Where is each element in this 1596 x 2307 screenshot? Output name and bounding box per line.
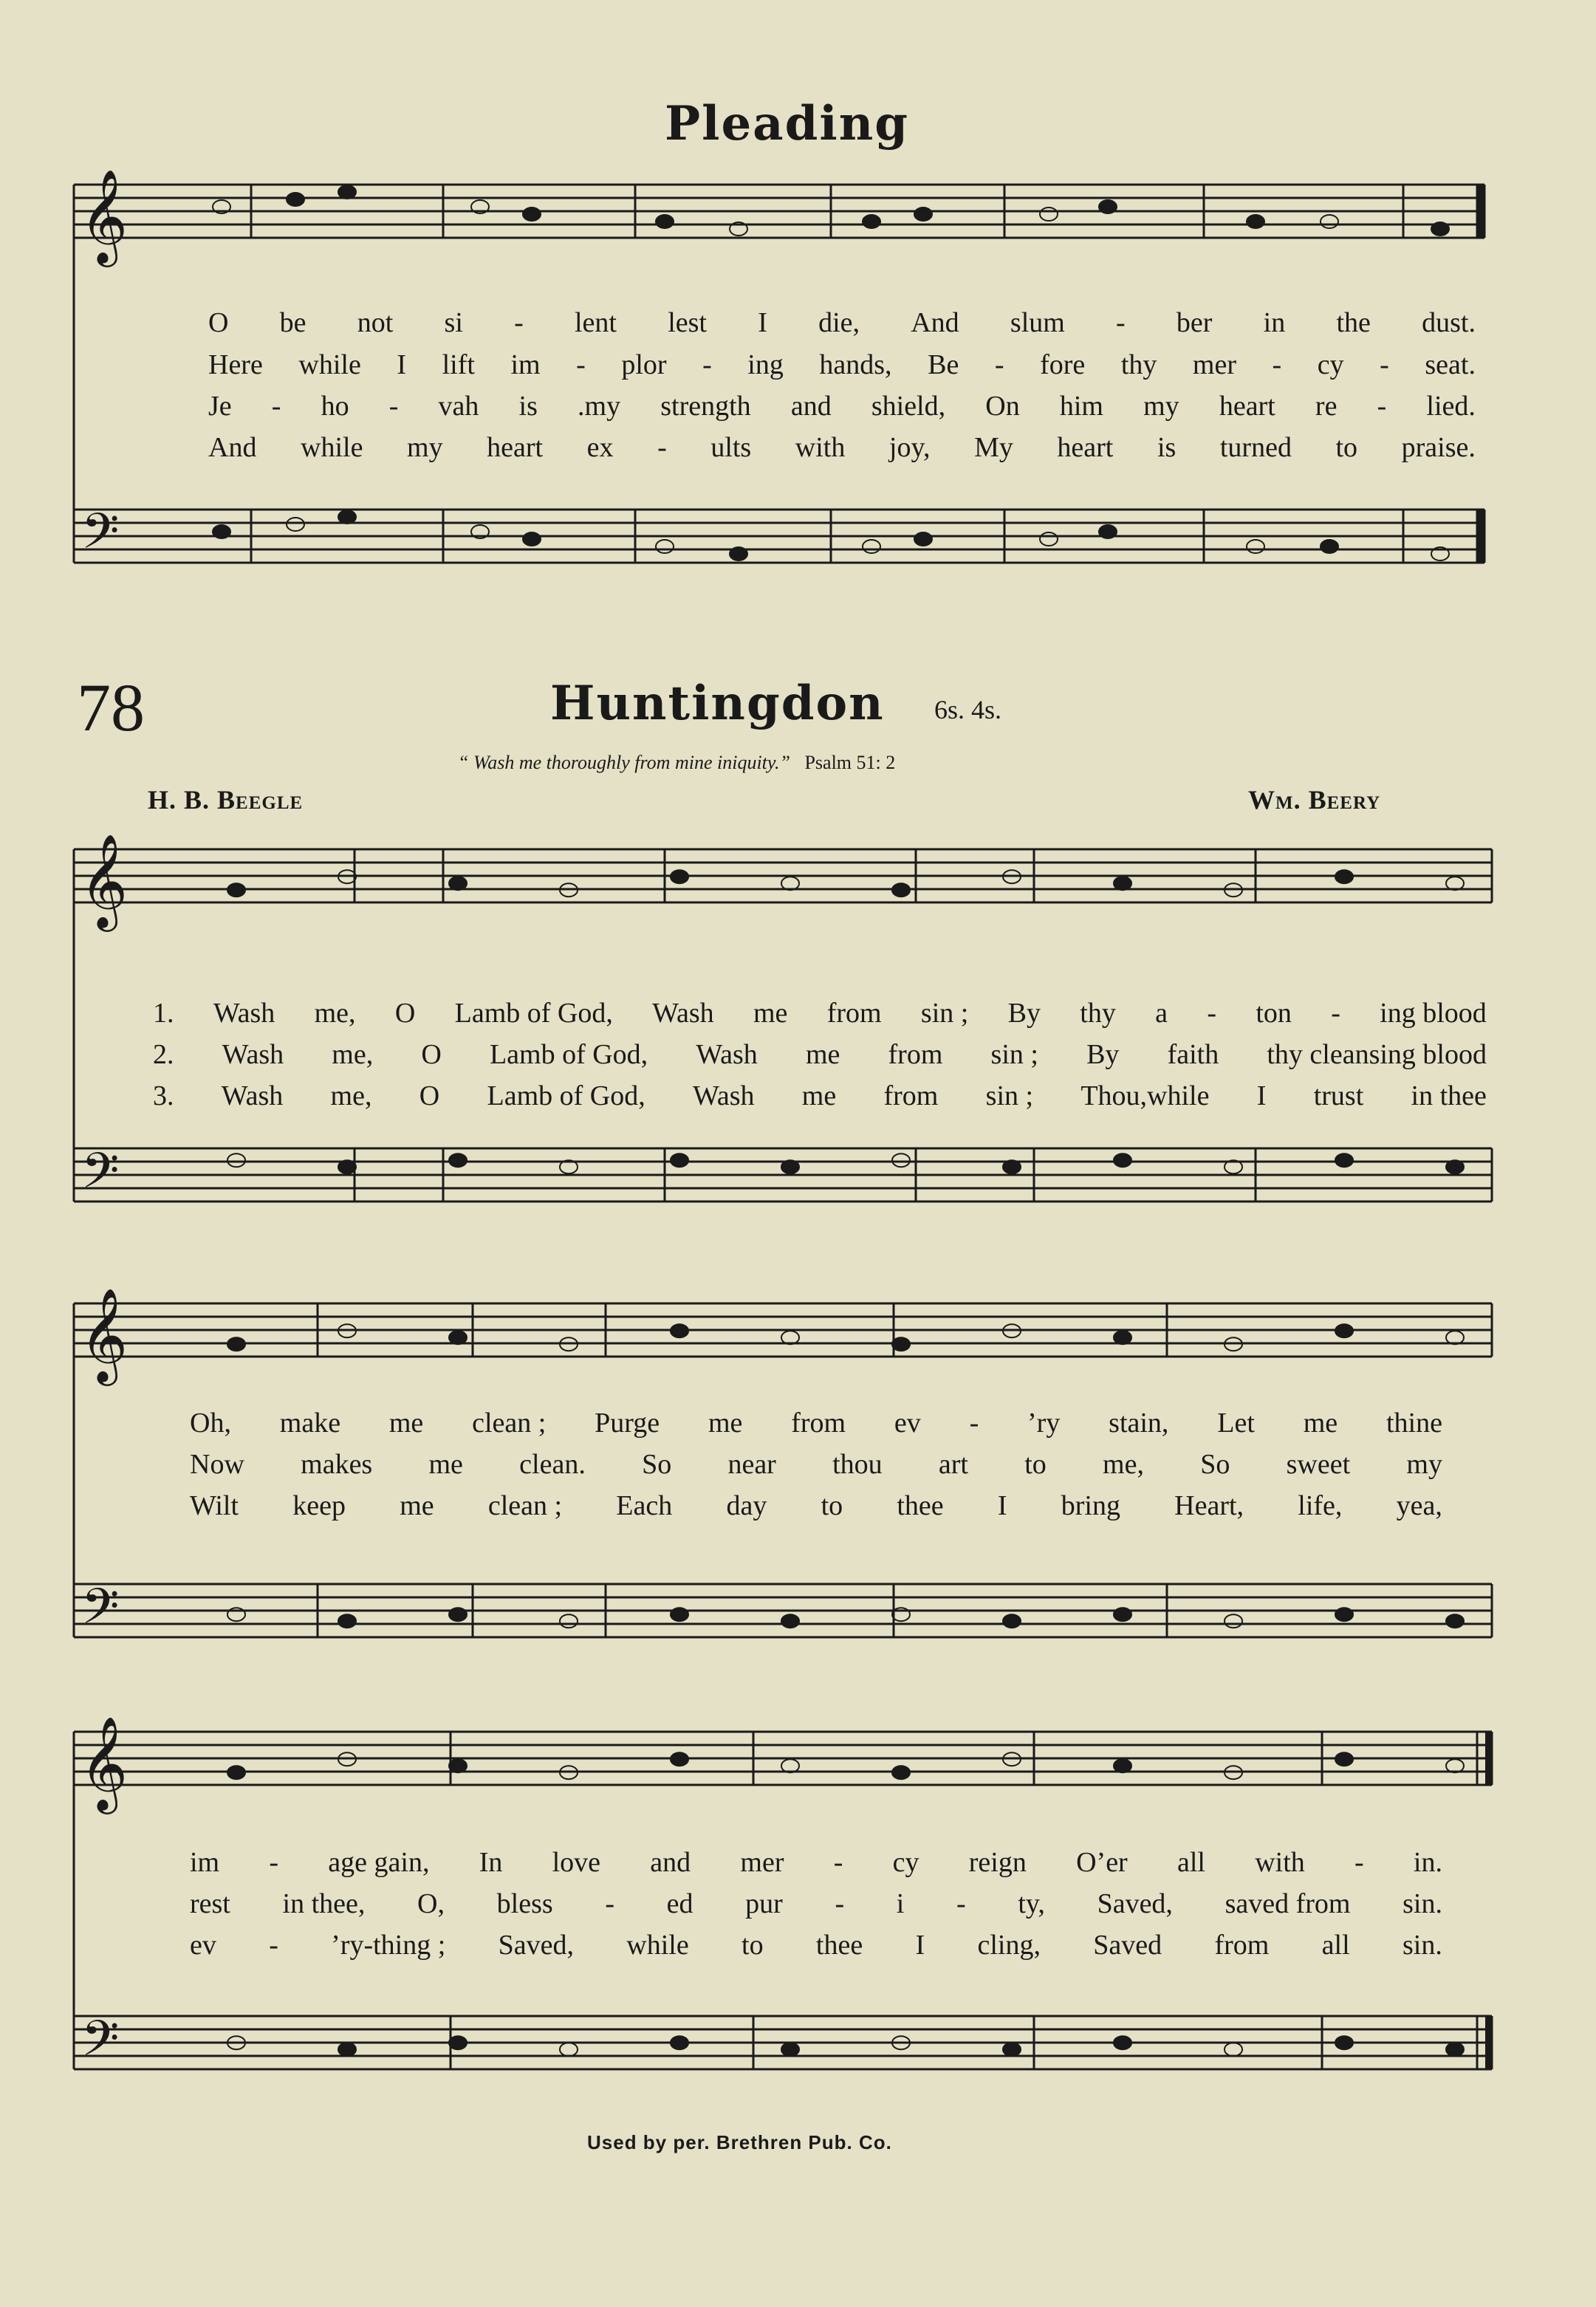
syllable: to: [821, 1490, 843, 1521]
note-head: [863, 540, 880, 553]
syllable: clean.: [519, 1449, 586, 1480]
copyright-footer: Used by per. Brethren Pub. Co.: [587, 2131, 892, 2153]
syllable: love: [552, 1847, 601, 1878]
syllable: thou: [832, 1449, 883, 1480]
syllable: ho: [321, 391, 349, 422]
note-head: [781, 2043, 799, 2056]
syllable: age gain,: [328, 1847, 430, 1878]
composer-credit: [1248, 784, 1380, 815]
note-head: [1335, 1608, 1353, 1621]
syllable: 3.: [153, 1080, 174, 1111]
syllable: Lamb of God,: [489, 1039, 648, 1070]
syllable: Oh,: [190, 1408, 231, 1439]
verse-line: [151, 1080, 1488, 1117]
syllable: -: [835, 1888, 845, 1919]
syllable: me,: [1103, 1449, 1144, 1480]
syllable: Wash: [696, 1039, 758, 1070]
syllable: all: [1321, 1930, 1350, 1961]
syllable: to: [1335, 432, 1358, 463]
note-head: [1099, 200, 1117, 213]
syllable: ty,: [1018, 1888, 1045, 1919]
syllable: Saved: [1093, 1930, 1162, 1961]
syllable: -: [271, 391, 281, 422]
note-head: [338, 2043, 356, 2056]
syllable: with: [795, 432, 846, 463]
note-head: [1247, 215, 1264, 228]
verse-line: [188, 1888, 1444, 1924]
syllable: me,: [314, 998, 356, 1029]
syllable: -: [1207, 998, 1217, 1029]
syllable: is: [518, 391, 538, 422]
syllable: Be: [928, 349, 959, 380]
syllable: me: [801, 1080, 837, 1111]
verse-line: [188, 1929, 1444, 1966]
note-head: [227, 1337, 245, 1351]
syllable: ’ry-thing ;: [331, 1930, 446, 1961]
note-head: [671, 1324, 688, 1337]
syllable: I: [758, 307, 767, 338]
note-head: [1335, 1752, 1353, 1766]
syllable: seat.: [1425, 349, 1476, 380]
syllable: re: [1315, 391, 1338, 422]
note-head: [1431, 222, 1449, 236]
syllable: Each: [616, 1490, 673, 1521]
note-head: [1321, 540, 1338, 553]
syllable: sin ;: [920, 998, 969, 1029]
syllable: me: [428, 1449, 463, 1480]
syllable: me,: [330, 1080, 372, 1111]
note-head: [523, 532, 541, 546]
syllable: lift: [442, 349, 475, 380]
syllable: ing blood: [1380, 998, 1487, 1029]
syllable: while: [298, 349, 361, 380]
syllable: O,: [417, 1888, 445, 1919]
syllable: ber: [1176, 307, 1213, 338]
verse-line: [188, 1448, 1444, 1485]
syllable: lied.: [1426, 391, 1476, 422]
note-head: [1003, 2043, 1021, 2056]
note-head: [1446, 1614, 1464, 1628]
syllable: -: [1377, 391, 1387, 422]
syllable: 2.: [153, 1039, 174, 1070]
clef-icon: 𝄞: [80, 168, 129, 263]
syllable: -: [1272, 349, 1282, 380]
syllable: praise.: [1401, 432, 1476, 463]
note-head: [1114, 1759, 1131, 1772]
syllable: -: [514, 307, 524, 338]
note-head: [1335, 2036, 1353, 2049]
note-head: [1225, 1614, 1242, 1628]
syllable: ults: [710, 432, 752, 463]
note-head: [671, 870, 688, 883]
syllable: joy,: [888, 432, 931, 463]
syllable: -: [576, 349, 586, 380]
syllable: si: [444, 307, 463, 338]
note-head: [1040, 208, 1058, 221]
syllable: me: [400, 1490, 434, 1521]
syllable: heart: [1057, 432, 1114, 463]
syllable: rest: [190, 1888, 230, 1919]
syllable: makes: [301, 1449, 373, 1480]
note-head: [863, 215, 880, 228]
author-credit: [148, 784, 303, 815]
syllable: slum: [1010, 307, 1065, 338]
syllable: heart: [487, 432, 544, 463]
syllable: from: [888, 1039, 943, 1070]
syllable: mer: [740, 1847, 784, 1878]
syllable: him: [1059, 391, 1103, 422]
syllable: clean ;: [472, 1408, 547, 1439]
syllable: trust: [1313, 1080, 1364, 1111]
clef-icon: 𝄞: [80, 833, 129, 928]
syllable: sin.: [1402, 1930, 1442, 1961]
syllable: -: [969, 1408, 979, 1439]
note-head: [523, 208, 541, 221]
syllable: -: [956, 1888, 966, 1919]
note-head: [656, 215, 674, 228]
syllable: Lamb of God,: [487, 1080, 645, 1111]
syllable: from: [1214, 1930, 1270, 1961]
syllable: And: [911, 307, 959, 338]
syllable: ing: [747, 349, 784, 380]
note-head: [914, 208, 932, 221]
hymn-number: 78: [77, 670, 145, 745]
note-head: [892, 1154, 910, 1167]
syllable: By: [1007, 998, 1041, 1029]
syllable: sweet: [1286, 1449, 1351, 1480]
author-name: H. B. Beegle: [148, 785, 304, 815]
syllable: cling,: [977, 1930, 1041, 1961]
syllable: cy: [1317, 349, 1344, 380]
syllable: I: [915, 1930, 925, 1961]
syllable: and: [650, 1847, 691, 1878]
note-head: [1003, 1614, 1021, 1628]
syllable: vah: [438, 391, 479, 422]
syllable: dust.: [1422, 307, 1476, 338]
note-head: [671, 2036, 688, 2049]
syllable: shield,: [871, 391, 946, 422]
syllable: Wash: [222, 1039, 284, 1070]
note-head: [449, 877, 467, 890]
syllable: me: [1303, 1408, 1338, 1439]
syllable: -: [1380, 349, 1389, 380]
syllable: mer: [1192, 349, 1236, 380]
syllable: my: [407, 432, 443, 463]
syllable: O’er: [1076, 1847, 1128, 1878]
verse-line: [188, 1490, 1444, 1526]
note-head: [449, 1331, 467, 1344]
syllable: in: [1263, 307, 1286, 338]
verse-line: [188, 1846, 1444, 1883]
note-head: [338, 185, 356, 199]
note-head: [560, 2043, 578, 2056]
clef-icon: 𝄞: [80, 1715, 129, 1810]
syllable: thy: [1120, 349, 1157, 380]
note-head: [449, 1608, 467, 1621]
syllable: strength: [660, 391, 751, 422]
syllable: me: [388, 1408, 424, 1439]
note-head: [914, 532, 932, 546]
syllable: -: [269, 1847, 279, 1878]
note-head: [287, 193, 304, 206]
note-head: [213, 525, 230, 538]
syllable: im: [190, 1847, 220, 1878]
clef-icon: 𝄢: [81, 1578, 120, 1647]
note-head: [338, 1160, 356, 1173]
syllable: -: [388, 391, 399, 422]
syllable: I: [397, 349, 407, 380]
syllable: day: [726, 1490, 767, 1521]
syllable: -: [1116, 307, 1126, 338]
syllable: Purge: [595, 1408, 660, 1439]
note-head: [1040, 532, 1058, 546]
syllable: And: [208, 432, 257, 463]
note-head: [1446, 1160, 1464, 1173]
composer-name: Wm. Beery: [1248, 785, 1381, 815]
note-head: [671, 1154, 688, 1167]
syllable: faith: [1167, 1039, 1219, 1070]
note-head: [671, 1752, 688, 1766]
syllable: near: [727, 1449, 776, 1480]
syllable: from: [791, 1408, 846, 1439]
syllable: ’ry: [1027, 1408, 1061, 1439]
syllable: thy: [1080, 998, 1116, 1029]
syllable: i: [896, 1888, 905, 1919]
syllable: reign: [968, 1847, 1027, 1878]
syllable: Let: [1217, 1408, 1255, 1439]
syllable: Wash: [693, 1080, 755, 1111]
syllable: saved from: [1225, 1888, 1351, 1919]
syllable: sin ;: [990, 1039, 1038, 1070]
note-head: [1114, 1608, 1131, 1621]
syllable: Wash: [652, 998, 714, 1029]
syllable: O: [394, 998, 416, 1029]
syllable: I: [997, 1490, 1007, 1521]
note-head: [671, 1608, 688, 1621]
note-head: [781, 1160, 799, 1173]
note-head: [892, 1766, 910, 1779]
note-head: [1114, 877, 1131, 890]
syllable: stain,: [1109, 1408, 1169, 1439]
syllable: In: [479, 1847, 503, 1878]
syllable: O: [419, 1080, 440, 1111]
syllable: die,: [818, 307, 860, 338]
note-head: [338, 1614, 356, 1628]
note-head: [449, 1154, 467, 1167]
note-head: [656, 540, 674, 553]
hymn1-title: Pleading: [665, 96, 909, 151]
note-head: [1225, 2043, 1242, 2056]
syllable: to: [1024, 1449, 1047, 1480]
note-head: [892, 883, 910, 897]
syllable: bring: [1061, 1490, 1120, 1521]
syllable: Saved,: [1097, 1888, 1173, 1919]
syllable: sin ;: [985, 1080, 1034, 1111]
note-head: [1247, 540, 1264, 553]
note-head: [1114, 1331, 1131, 1344]
syllable: me,: [332, 1039, 374, 1070]
syllable: -: [833, 1847, 843, 1878]
syllable: yea,: [1396, 1490, 1442, 1521]
note-head: [1099, 525, 1117, 538]
syllable: thine: [1386, 1408, 1442, 1439]
syllable: On: [985, 391, 1020, 422]
syllable: keep: [292, 1490, 346, 1521]
syllable: heart: [1219, 391, 1275, 422]
clef-icon: 𝄞: [80, 1287, 129, 1382]
syllable: -: [1331, 998, 1340, 1029]
syllable: im: [510, 349, 541, 380]
syllable: Here: [208, 349, 263, 380]
syllable: and: [790, 391, 832, 422]
note-head: [1335, 1154, 1353, 1167]
syllable: in thee: [1411, 1080, 1487, 1111]
syllable: bless: [496, 1888, 553, 1919]
note-head: [227, 1154, 245, 1167]
syllable: hands,: [819, 349, 892, 380]
syllable: while: [301, 432, 363, 463]
note-head: [730, 547, 747, 561]
note-head: [227, 1766, 245, 1779]
syllable: So: [1200, 1449, 1230, 1480]
verse-line: [207, 431, 1477, 468]
syllable: from: [826, 998, 882, 1029]
syllable: make: [279, 1408, 341, 1439]
syllable: lest: [668, 307, 707, 338]
syllable: in thee,: [282, 1888, 366, 1919]
syllable: fore: [1040, 349, 1086, 380]
verse-line: [151, 1038, 1488, 1075]
syllable: -: [994, 349, 1004, 380]
syllable: Wash: [213, 998, 275, 1029]
syllable: Lamb of God,: [454, 998, 613, 1029]
note-head: [1335, 870, 1353, 883]
syllable: all: [1177, 1847, 1205, 1878]
syllable: -: [1354, 1847, 1364, 1878]
syllable: to: [742, 1930, 764, 1961]
syllable: life,: [1298, 1490, 1343, 1521]
syllable: -: [702, 349, 712, 380]
syllable: from: [883, 1080, 939, 1111]
syllable: is: [1157, 432, 1177, 463]
syllable: I: [1256, 1080, 1267, 1111]
syllable: while: [626, 1930, 689, 1961]
note-head: [892, 1337, 910, 1351]
note-head: [1114, 1154, 1131, 1167]
note-head: [1003, 1160, 1021, 1173]
verse-line: [151, 997, 1488, 1034]
syllable: the: [1336, 307, 1371, 338]
syllable: pur: [745, 1888, 783, 1919]
note-head: [1114, 2036, 1131, 2049]
syllable: a: [1155, 998, 1168, 1029]
syllable: Wilt: [190, 1490, 239, 1521]
syllable: Saved,: [498, 1930, 574, 1961]
note-head: [1335, 1324, 1353, 1337]
verse-line: [207, 349, 1477, 385]
syllable: 1.: [153, 998, 174, 1029]
syllable: By: [1086, 1039, 1120, 1070]
scripture-quote: “ Wash me thoroughly from mine iniquity.”: [458, 752, 790, 773]
syllable: So: [642, 1449, 672, 1480]
syllable: ton: [1256, 998, 1292, 1029]
note-head: [781, 1614, 799, 1628]
note-head: [449, 2036, 467, 2049]
syllable: turned: [1219, 432, 1292, 463]
syllable: clean ;: [487, 1490, 563, 1521]
scripture-line: [458, 752, 895, 774]
syllable: me: [753, 998, 788, 1029]
note-head: [338, 510, 356, 524]
note-head: [287, 518, 304, 531]
clef-icon: 𝄢: [81, 503, 120, 572]
syllable: .my: [578, 391, 621, 422]
syllable: -: [605, 1888, 614, 1919]
syllable: plor: [621, 349, 667, 380]
syllable: Je: [208, 391, 232, 422]
note-head: [1446, 2043, 1464, 2056]
hymn2-title: Huntingdon: [550, 676, 885, 731]
verse-line: [188, 1407, 1444, 1444]
syllable: thee: [815, 1930, 863, 1961]
syllable: -: [657, 432, 667, 463]
note-head: [1321, 215, 1338, 228]
hymn-meter: 6s. 4s.: [934, 695, 1002, 724]
note-head: [449, 1759, 467, 1772]
clef-icon: 𝄢: [81, 2010, 120, 2079]
syllable: ed: [666, 1888, 693, 1919]
clef-icon: 𝄢: [81, 1142, 120, 1211]
syllable: my: [1143, 391, 1179, 422]
syllable: me: [805, 1039, 840, 1070]
syllable: ex: [586, 432, 614, 463]
syllable: Thou,while: [1080, 1080, 1210, 1111]
note-head: [560, 1614, 578, 1628]
syllable: O: [208, 307, 229, 338]
syllable: my: [1406, 1449, 1442, 1480]
syllable: My: [974, 432, 1013, 463]
syllable: sin.: [1403, 1888, 1442, 1919]
syllable: art: [938, 1449, 968, 1480]
syllable: cy: [892, 1847, 919, 1878]
syllable: thy cleansing blood: [1267, 1039, 1487, 1070]
note-head: [227, 883, 245, 897]
syllable: be: [279, 307, 306, 338]
verse-line: [207, 390, 1477, 427]
syllable: O: [421, 1039, 442, 1070]
scripture-ref: Psalm 51: 2: [804, 752, 896, 773]
syllable: with: [1255, 1847, 1305, 1878]
verse-line: [207, 306, 1477, 343]
syllable: -: [269, 1930, 278, 1961]
syllable: Wash: [221, 1080, 284, 1111]
syllable: me: [708, 1408, 743, 1439]
syllable: ev: [894, 1408, 921, 1439]
syllable: not: [357, 307, 394, 338]
syllable: ev: [190, 1930, 216, 1961]
syllable: Now: [190, 1449, 244, 1480]
syllable: Heart,: [1174, 1490, 1244, 1521]
syllable: in.: [1413, 1847, 1442, 1878]
syllable: thee: [897, 1490, 944, 1521]
syllable: lent: [575, 307, 617, 338]
